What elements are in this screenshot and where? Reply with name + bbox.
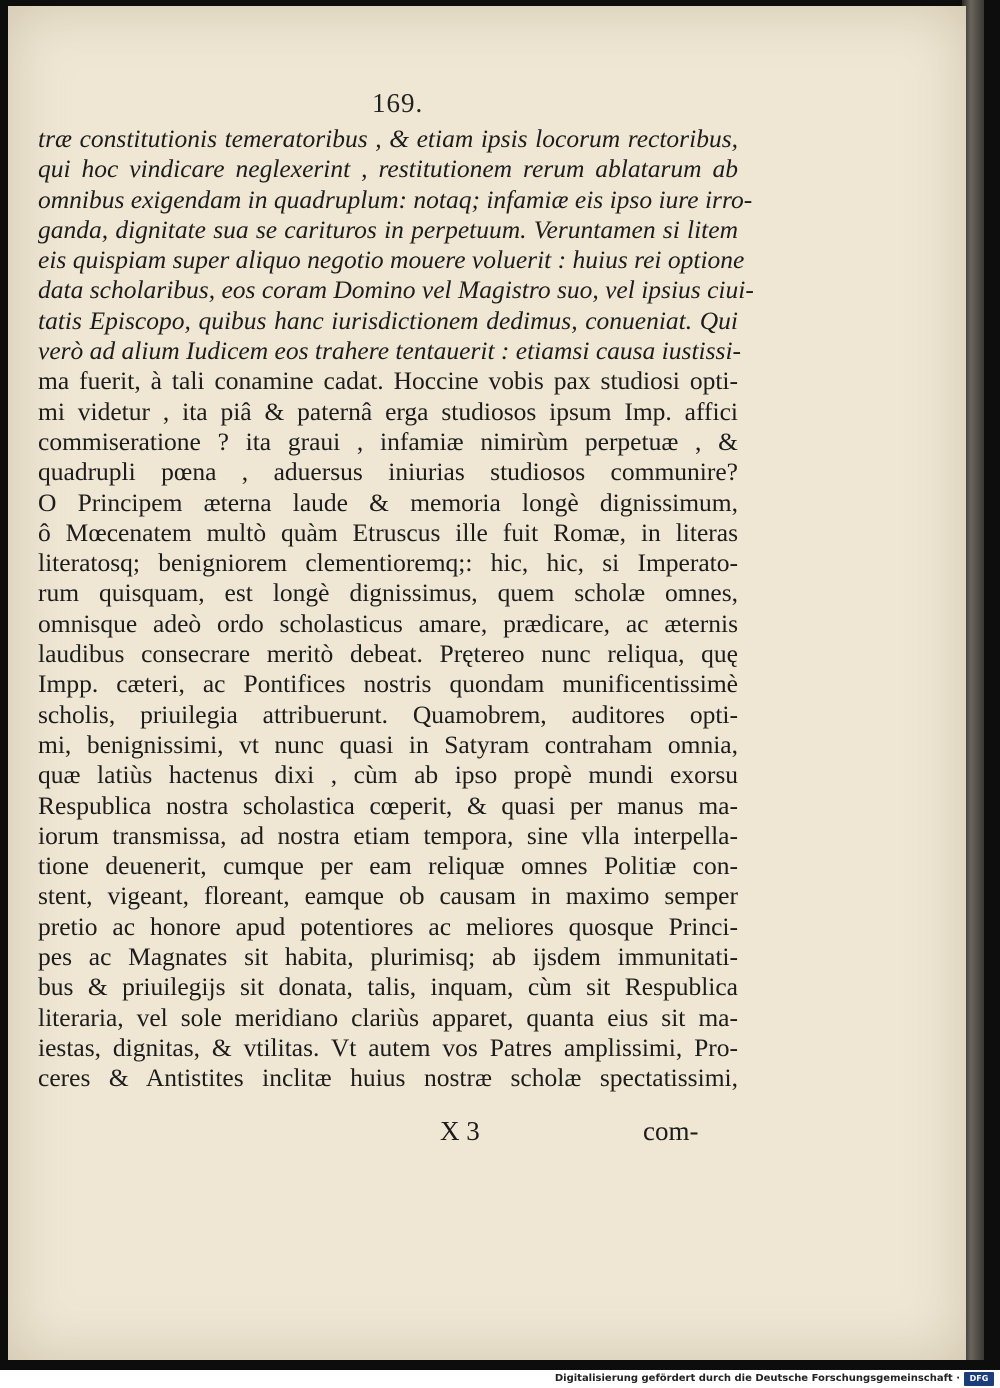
text-line: ceres & Antistites inclitæ huius nostræ scholæ spectatissimi, (38, 1063, 738, 1093)
text-line: iestas, dignitas, & vtilitas. Vt autem vos Patres amplissimi, Pro- (38, 1032, 738, 1062)
page-foot (8, 1116, 1000, 1156)
text-line: scholis, priuilegia attribuerunt. Quamobrem, auditores opti- (38, 699, 738, 729)
text-line: ganda, dignitate sua se carituros in perpetuum. Veruntamen si litem (38, 214, 738, 244)
text-line: quæ latiùs hactenus dixi , cùm ab ipso propè mundi exorsu (38, 760, 738, 790)
text-line: data scholaribus, eos coram Domino vel Magistro suo, vel ipsius ciui- (38, 275, 754, 305)
text-line: qui hoc vindicare neglexerint , restitutionem rerum ablatarum ab (38, 154, 738, 184)
text-line: omnisque adeò ordo scholasticus amare, prædicare, ac æternis (38, 608, 738, 638)
text-block (38, 124, 754, 1094)
text-line: Respublica nostra scholastica cœperit, & quasi per manus ma- (38, 790, 738, 820)
text-line: laudibus consecrare meritò debeat. Prętereo nunc reliqua, quę (38, 639, 738, 669)
footer-credit: Digitalisierung gefördert durch die Deutsche Forschungsgemeinschaft · (554, 1373, 960, 1384)
text-line: Impp. cæteri, ac Pontifices nostris quondam munificentissimè (38, 669, 738, 699)
text-line: mi videtur , ita piâ & paternâ erga studiosos ipsum Imp. affici (38, 396, 738, 426)
text-line: eis quispiam super aliquo negotio mouere voluerit : huius rei optione (38, 245, 745, 275)
text-line: tione deuenerit, cumque per eam reliquæ omnes Politiæ con- (38, 851, 738, 881)
text-line: quadrupli pœna , aduersus iniurias studiosos communire? (38, 457, 738, 487)
book-page (8, 6, 966, 1360)
text-line: rum quisquam, est longè dignissimus, quem scholæ omnes, (38, 578, 738, 608)
text-line: mi, benignissimi, vt nunc quasi in Satyram contraham omnia, (38, 729, 738, 759)
dfg-logo-icon: DFG (964, 1372, 994, 1386)
signature-mark: X 3 (440, 1116, 480, 1146)
catchword: com- (643, 1116, 699, 1146)
text-line: stent, vigeant, floreant, eamque ob causam in maximo semper (38, 881, 738, 911)
text-line: træ constitutionis temeratoribus , & etiam ipsis locorum rectoribus, (38, 124, 738, 153)
text-line: verò ad alium Iudicem eos trahere tentauerit : etiamsi causa iustissi- (38, 336, 742, 366)
text-line: pretio ac honore apud potentiores ac meliores quosque Princi- (38, 911, 738, 941)
text-line: literatosq; benigniorem clementioremq;: hic, hic, si Imperato- (38, 548, 738, 578)
text-line: O Principem æterna laude & memoria longè dignissimum, (38, 487, 738, 517)
text-line: omnibus exigendam in quadruplum: notaq; infamiæ eis ipso iure irro- (38, 184, 753, 214)
text-line: bus & priuilegijs sit donata, talis, inquam, cùm sit Respublica (38, 972, 738, 1002)
text-line: pes ac Magnates sit habita, plurimisq; ab ijsdem immunitati- (38, 942, 738, 972)
page-number: 169. (372, 88, 424, 118)
text-line: ô Mœcenatem multò quàm Etruscus ille fuit Romæ, in literas (38, 517, 738, 547)
text-line: ma fuerit, à tali conamine cadat. Hoccine vobis pax studiosi opti- (38, 366, 738, 396)
text-line: iorum transmissa, ad nostra etiam tempora, sine vlla interpella- (38, 820, 738, 850)
digitization-footer (0, 1370, 1000, 1388)
text-line: literaria, vel sole meridiano clariùs apparet, quanta eius sit ma- (38, 1002, 738, 1032)
text-line: tatis Episcopo, quibus hanc iurisdictionem dedimus, conueniat. Qui (38, 305, 738, 335)
text-line: commiseratione ? ita graui , infamiæ nimirùm perpetuæ , & (38, 426, 738, 456)
